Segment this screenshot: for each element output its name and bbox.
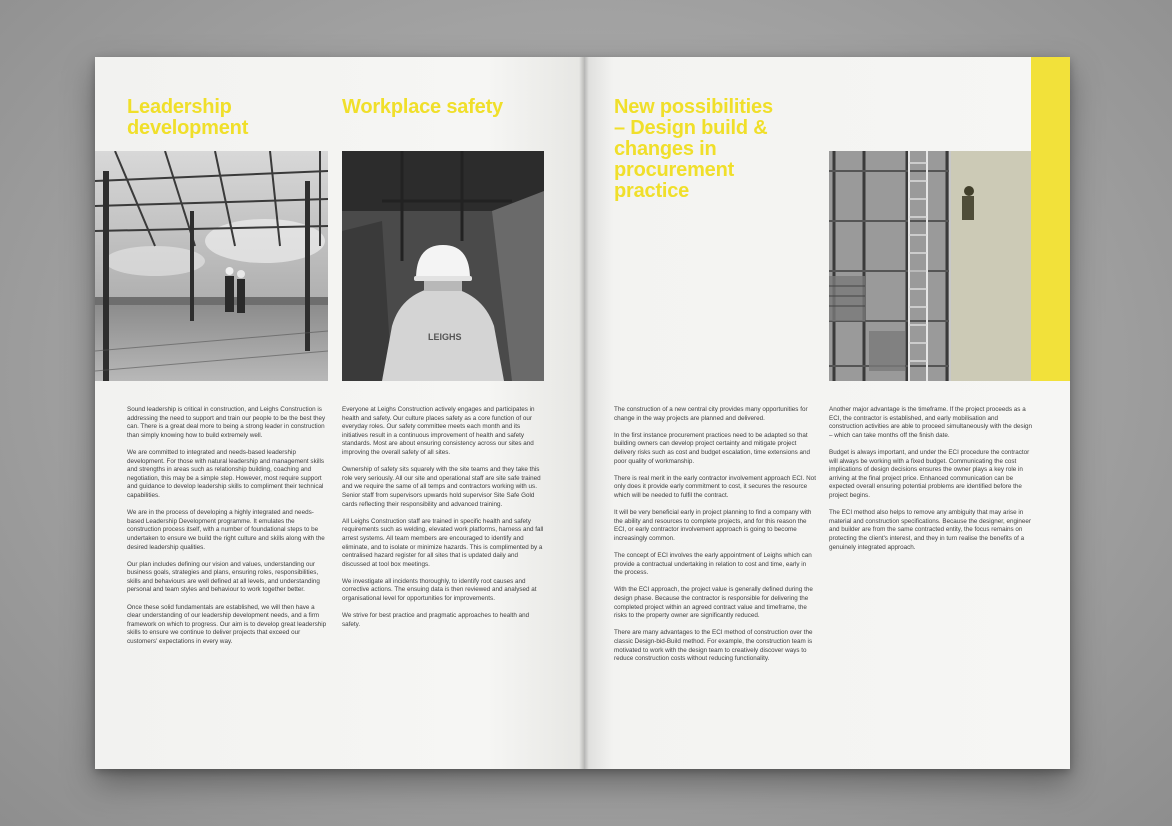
construction-steel-frame-photo — [95, 151, 328, 381]
safety-body — [342, 406, 545, 638]
paragraph: All Leighs Construction staff are trained in specific health and safety requirements such as welding, elevated work platforms, harness and fall arrest systems. All team members are encouraged to identify and eliminate, and to isolate or minimize hazards. This is complimented by a centralised hazard register for all sites that is updated daily and discussed at tool box meetings. — [342, 517, 544, 568]
paragraph: It will be very beneficial early in project planning to find a company with the ability and resources to complete projects, and for this reason the ECI, or early contractor involvement approach is going to become increasingly common. — [614, 509, 812, 542]
paragraph: Our plan includes defining our vision and values, understanding our business goals, strategies and plans, ensuring roles, responsibilities, skills and behaviours are well defined at all levels, and understanding personal and team styles and behaviour to work together better. — [127, 560, 320, 594]
paragraph: We investigate all incidents thoroughly, to identify root causes and corrective actions. The ensuing data is then reviewed and analysed at organisational level for opportunities for improvements. — [342, 577, 537, 603]
leadership-heading: Leadership development — [127, 96, 249, 139]
brochure-spread — [95, 57, 1070, 769]
procurement-body-col1 — [614, 406, 816, 672]
paragraph: Sound leadership is critical in construction, and Leighs Construction is addressing the need to support and train our people to be the best they can. There is a great deal more to being a strong leader in construction than simply knowing how to build extremely well. — [127, 406, 326, 439]
procurement-heading: New possibilities – Design build & changes in procurement practice — [614, 96, 773, 202]
paragraph: We are committed to integrated and needs-based leadership development. For those with natural leadership and management skills and strengths in areas such as relationship building, coaching and negotiation, this may be a simple step. However, most require support and guidance to develop leadership skills to compliment their technical capabilities. — [127, 448, 325, 499]
paragraph: Ownership of safety sits squarely with the site teams and they take this role very seriously. All our site and operational staff are site safe trained and we require the same of all temps and contractors working with us. Senior staff from supervisors upwards hold supervisor Site Safe Gold cards reflecting their responsibility and advanced training. — [342, 466, 541, 508]
paragraph: Everyone at Leighs Construction actively engages and participates in health and safety. Our culture places safety as a core function of our everyday roles. Our safety committee meets each month and its initiatives result in a continuous improvement of health and safety standards. Most are about ensuring consistency across our sites and improving the overall safety of all sites. — [342, 406, 535, 456]
procurement-body-col2 — [829, 406, 1032, 561]
scaffolding-ladder-photo — [829, 151, 1031, 381]
paragraph: In the first instance procurement practices need to be adapted so that building owners can develop project certainty and mitigate project delivery risks such as cost and budget escalation, time extensions and poor quality of workmanship. — [614, 431, 811, 465]
paragraph: We strive for best practice and pragmatic approaches to health and safety. — [342, 612, 530, 628]
paragraph: With the ECI approach, the project value is generally defined during the design phase. Because the contractor is responsible for delivering the completed project within an agreed contract value and timeframe, the risks to the property owner are significantly reduced. — [614, 586, 813, 620]
paragraph: Once these solid fundamentals are established, we will then have a clear understanding of our leadership development needs, and a firm framework on which to progress. Our aim is to develop great leadership skills to ensure we continue to deliver projects that exceed our customers' expectations in every way. — [127, 603, 327, 646]
jacket-logo-text: LEIGHS — [428, 332, 462, 342]
paragraph: Budget is always important, and under the ECI procedure the contractor will always be working with a fixed budget. Communicating the cost implications of design decisions ensures the owner plays a key role in arriving at the final project price. Enhanced communication can be expected overall ensuring potential problems are identified before the project begins. — [829, 448, 1030, 499]
left-page — [95, 57, 584, 769]
safety-heading: Workplace safety — [342, 96, 503, 118]
leadership-body — [127, 406, 327, 655]
paragraph: We are in the process of developing a highly integrated and needs-based Leadership Development programme. It emulates the construction process itself, with a number of foundational steps to be undertaken to ensure we build the right culture and skills along with the desired leadership qualities. — [127, 509, 325, 551]
paragraph: The construction of a new central city provides many opportunities for change in the way projects are planned and delivered. — [614, 406, 808, 422]
spine-shadow — [579, 57, 589, 769]
paragraph: There is real merit in the early contractor involvement approach ECI. Not only does it provide early commitment to cost, it secures the resource which will be needed to fulfil the contract. — [614, 474, 816, 499]
paragraph: There are many advantages to the ECI method of construction over the classic Design-bid-Build method. For example, the construction team is motivated to work with the design team to creatively discover ways to reduce construction costs without reducing functionality. — [614, 629, 813, 663]
right-page — [584, 57, 1070, 769]
yellow-accent-bar — [1031, 57, 1070, 381]
paragraph: The concept of ECI involves the early appointment of Leighs which can provide a contractual undertaking in relation to cost and time, early in the process. — [614, 552, 812, 577]
paragraph: The ECI method also helps to remove any ambiguity that may arise in material and construction specifications. Because the designer, engineer and builder are from the same contracted entity, the focus remains on protecting the client's interest, and they in turn realise the benefits of a genuinely integrated approach. — [829, 509, 1031, 551]
hardhat-worker-photo — [342, 151, 544, 381]
paragraph: Another major advantage is the timeframe. If the project proceeds as a ECI, the contractor is established, and early mobilisation and construction activities are able to proceed simultaneously with the design – which can take months off the finish date. — [829, 406, 1033, 439]
